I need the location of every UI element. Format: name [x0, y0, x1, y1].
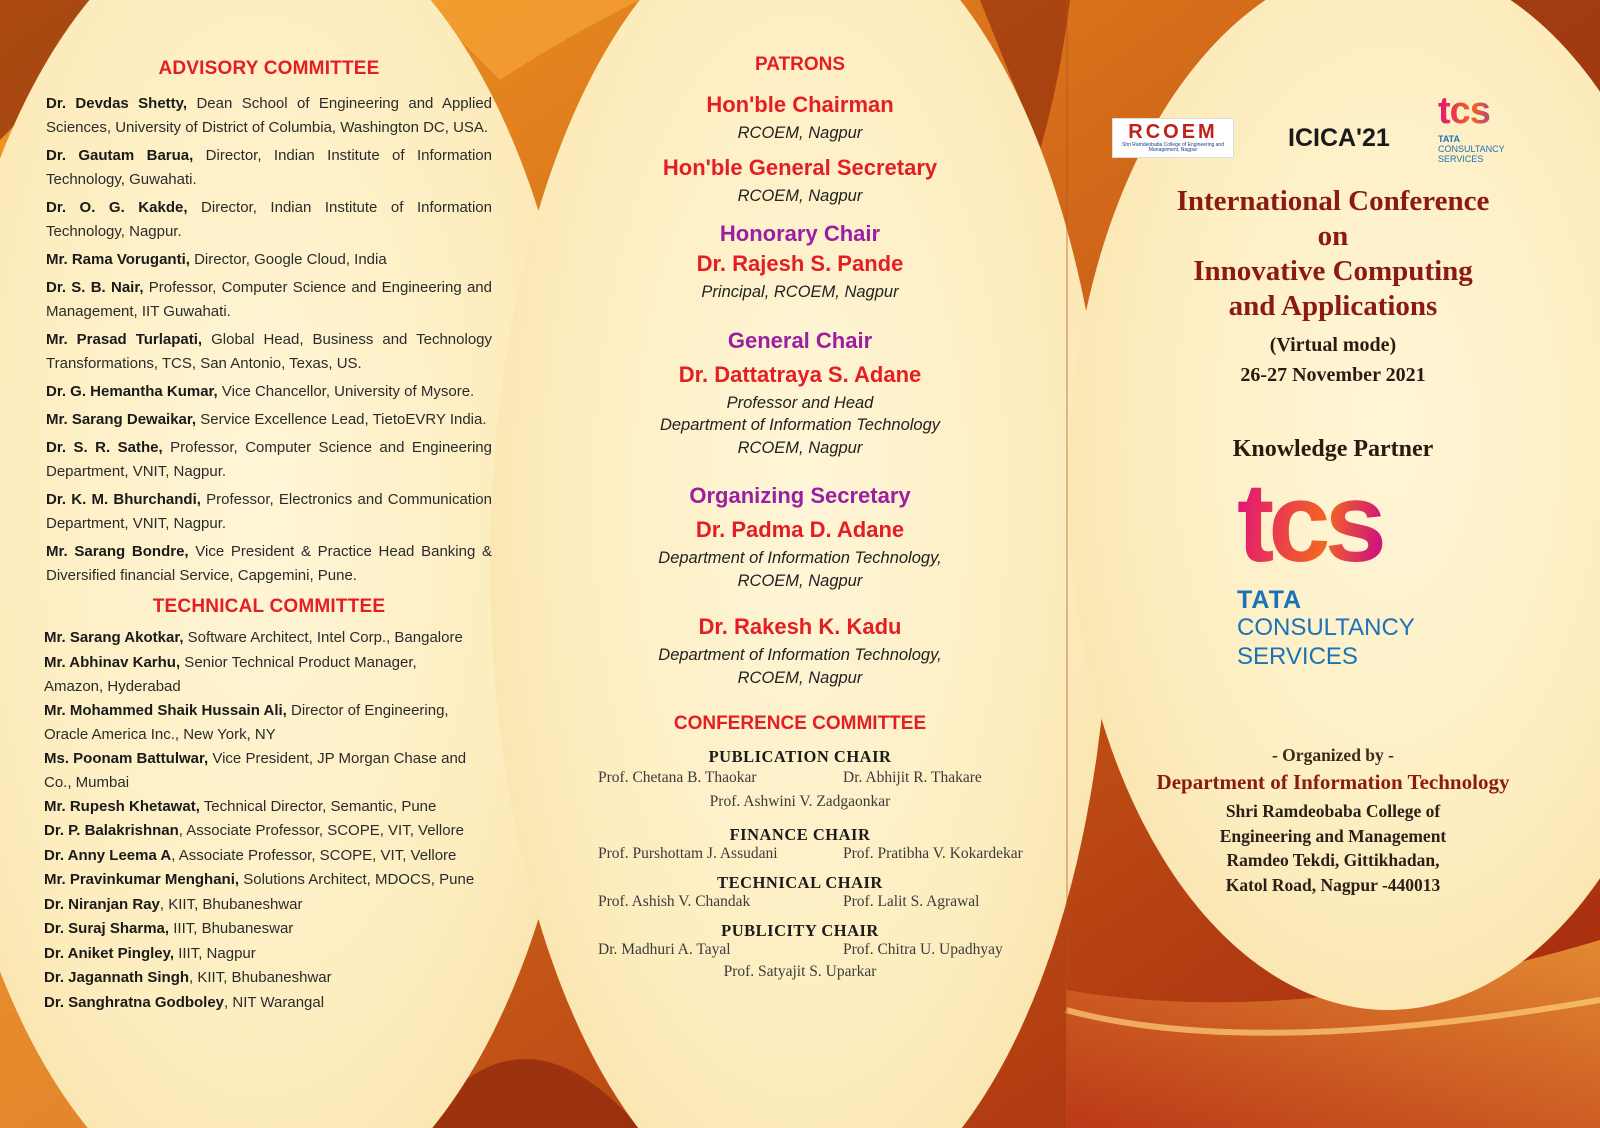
title-line2: on	[1317, 220, 1349, 252]
organizer-address	[1066, 799, 1600, 897]
technical-chair-title: TECHNICAL CHAIR	[717, 873, 883, 892]
member-desc: Dean School of Engineering and Applied Sciences, University of District of Columbia, Washington DC, USA.	[46, 95, 492, 136]
address-line2: Engineering and Management	[1219, 825, 1447, 846]
general-desc2: Department of Information Technology	[659, 416, 941, 434]
event-code: ICICA'21	[1288, 124, 1390, 152]
member-desc: , KIIT, Bhubaneshwar	[189, 969, 332, 986]
member-name: Mr. Prasad Turlapati,	[46, 331, 203, 348]
technical-member	[44, 795, 492, 820]
technical-chair-member: Prof. Lalit S. Agrawal	[843, 893, 980, 910]
member-name: Mr. Rama Voruganti,	[46, 251, 190, 268]
technical-member	[44, 966, 492, 991]
member-desc: Director, Google Cloud, India	[189, 251, 387, 268]
member-name: Dr. Jagannath Singh	[44, 969, 190, 986]
orgsec-desc2: RCOEM, Nagpur	[737, 571, 863, 590]
tcs-line1: TATA	[1237, 586, 1303, 614]
orgsec-name: Dr. Padma D. Adane	[695, 517, 905, 542]
advisory-member	[46, 488, 492, 536]
patrons-title: PATRONS	[754, 54, 846, 75]
organized-by-label: - Organized by -	[1271, 745, 1394, 765]
technical-member	[44, 942, 492, 967]
member-desc: Solutions Architect, MDOCS, Pune	[239, 871, 475, 888]
rcoem-logo-text: RCOEM	[1128, 121, 1218, 143]
member-desc: Vice Chancellor, University of Mysore.	[217, 383, 475, 400]
member-name: Ms. Poonam Battulwar,	[44, 749, 209, 767]
advisory-member	[46, 408, 492, 432]
technical-member	[44, 819, 492, 844]
member-desc: Director of Engineering, Oracle America Inc., New York, NY	[44, 701, 449, 743]
publication-chair-member: Prof. Ashwini V. Zadgaonkar	[709, 793, 891, 810]
member-desc: , KIIT, Bhubaneshwar	[159, 895, 303, 913]
publication-chair-title: PUBLICATION CHAIR	[708, 747, 892, 766]
advisory-member	[46, 276, 492, 324]
rcoem-logo-subtext: Shri Ramdeobaba College of Engineering and Management, Nagpur	[1121, 142, 1224, 153]
advisory-member	[46, 248, 492, 272]
rcoem-logo	[1112, 118, 1234, 158]
title-line4: and Applications	[1228, 290, 1438, 322]
advisory-member	[46, 92, 492, 140]
tcs-line2: CONSULTANCY	[1237, 614, 1415, 641]
publicity-chair-member: Dr. Madhuri A. Tayal	[598, 941, 731, 958]
technical-member	[44, 626, 492, 651]
member-name: Dr. Devdas Shetty,	[46, 95, 188, 112]
publication-chair-row	[560, 769, 1040, 787]
publication-chair-member: Dr. Abhijit R. Thakare	[843, 769, 982, 786]
technical-committee-title: TECHNICAL COMMITTEE	[152, 596, 386, 617]
tcs-small-line2: CONSULTANCY	[1438, 144, 1505, 154]
advisory-member	[46, 328, 492, 376]
honorary-name: Dr. Rajesh S. Pande	[696, 251, 904, 276]
member-desc: IIIT, Nagpur	[174, 944, 256, 962]
technical-chair-row	[560, 893, 1040, 911]
member-name: Mr. Sarang Akotkar,	[44, 629, 184, 646]
technical-member	[44, 991, 492, 1016]
advisory-committee-title: ADVISORY COMMITTEE	[158, 58, 380, 79]
member-name: Dr. K. M. Bhurchandi,	[46, 491, 201, 508]
conference-dates: 26-27 November 2021	[1240, 364, 1426, 386]
kadu-desc2: RCOEM, Nagpur	[737, 668, 863, 687]
title-line1: International Conference	[1176, 185, 1490, 217]
kadu-name: Dr. Rakesh K. Kadu	[698, 614, 902, 639]
member-name: Dr. Aniket Pingley,	[44, 944, 175, 962]
address-line3: Ramdeo Tekdi, Gittikhadan,	[1226, 850, 1440, 870]
member-desc: , NIT Warangal	[224, 993, 325, 1011]
gensec-org: RCOEM, Nagpur	[737, 186, 863, 205]
member-desc: Director, Indian Institute of Information Technology, Nagpur.	[46, 199, 492, 240]
member-desc: IIIT, Bhubaneswar	[169, 920, 294, 937]
honorary-desc: Principal, RCOEM, Nagpur	[701, 283, 899, 301]
technical-member	[44, 844, 492, 869]
advisory-member	[46, 380, 492, 404]
member-name: Dr. S. R. Sathe,	[46, 439, 163, 456]
member-name: Mr. Mohammed Shaik Hussain Ali,	[44, 701, 287, 719]
advisory-member	[46, 196, 492, 244]
member-desc: Director, Indian Institute of Information Technology, Guwahati.	[46, 147, 492, 188]
technical-member	[44, 868, 492, 893]
tcs-small-logo	[1438, 90, 1505, 164]
tcs-small-line1: TATA	[1438, 134, 1460, 144]
chairman-org: RCOEM, Nagpur	[737, 124, 863, 142]
member-desc: Professor, Computer Science and Engineering and Management, IIT Guwahati.	[46, 279, 492, 320]
logo-row	[1066, 88, 1600, 180]
member-desc: Senior Technical Product Manager, Amazon, Hyderabad	[44, 653, 417, 695]
publicity-chair-title: PUBLICITY CHAIR	[721, 921, 879, 940]
member-name: Dr. Gautam Barua,	[46, 147, 194, 164]
address-line1: Shri Ramdeobaba College of	[1225, 801, 1441, 821]
cover-panel	[1066, 88, 1600, 897]
publicity-chair-member: Prof. Satyajit S. Uparkar	[723, 963, 877, 980]
orgsec-desc1: Department of Information Technology,	[658, 549, 942, 567]
member-desc: Service Excellence Lead, TietoEVRY India.	[196, 411, 487, 428]
member-name: Dr. Sanghratna Godboley	[44, 993, 225, 1011]
member-name: Dr. S. B. Nair,	[46, 279, 144, 296]
technical-member	[44, 893, 492, 918]
chairman-role: Hon'ble Chairman	[706, 92, 894, 117]
member-name: Mr. Pravinkumar Menghani,	[44, 871, 240, 888]
gensec-role: Hon'ble General Secretary	[662, 154, 938, 180]
finance-chair-member: Prof. Purshottam J. Assudani	[598, 845, 778, 862]
member-desc: Professor, Electronics and Communication Department, VNIT, Nagpur.	[46, 491, 492, 532]
member-name: Mr. Sarang Dewaikar,	[46, 411, 197, 428]
finance-chair-title: FINANCE CHAIR	[729, 825, 871, 844]
left-panel	[46, 58, 492, 1015]
tcs-logo	[1229, 460, 1437, 671]
general-desc3: RCOEM, Nagpur	[737, 438, 863, 457]
general-role: General Chair	[727, 327, 873, 353]
advisory-member	[46, 540, 492, 588]
member-name: Dr. P. Balakrishnan	[44, 822, 179, 839]
publication-chair-member: Prof. Chetana B. Thaokar	[598, 769, 757, 786]
technical-member	[44, 699, 474, 747]
knowledge-partner-label: Knowledge Partner	[1232, 436, 1434, 462]
general-desc1: Professor and Head	[726, 393, 874, 412]
title-line3: Innovative Computing	[1193, 255, 1473, 287]
publicity-chair-row	[560, 963, 1040, 981]
member-name: Dr. Suraj Sharma,	[44, 920, 170, 937]
general-name: Dr. Dattatraya S. Adane	[678, 361, 922, 387]
member-name: Dr. O. G. Kakde,	[46, 199, 188, 216]
tcs-small-wordmark: tcs	[1438, 94, 1505, 128]
orgsec-role: Organizing Secretary	[689, 483, 911, 508]
member-desc: Global Head, Business and Technology Transformations, TCS, San Antonio, Texas, US.	[46, 331, 493, 372]
publication-chair-row	[560, 793, 1040, 811]
address-line4: Katol Road, Nagpur -440013	[1225, 874, 1441, 895]
member-name: Mr. Rupesh Khetawat,	[44, 797, 200, 815]
tcs-wordmark: tcs	[1237, 473, 1437, 573]
tcs-line3: SERVICES	[1237, 643, 1358, 670]
finance-chair-row	[560, 845, 1040, 863]
member-name: Mr. Abhinav Karhu,	[44, 653, 181, 671]
advisory-member	[46, 144, 492, 192]
conference-committee-title: CONFERENCE COMMITTEE	[673, 713, 927, 734]
member-name: Dr. G. Hemantha Kumar,	[46, 383, 218, 400]
member-name: Dr. Anny Leema A	[44, 846, 172, 864]
member-desc: Software Architect, Intel Corp., Bangalore	[183, 629, 463, 646]
tcs-small-line3: SERVICES	[1438, 154, 1484, 164]
advisory-member	[46, 436, 492, 484]
member-desc: Professor, Computer Science and Engineering Department, VNIT, Nagpur.	[46, 439, 492, 480]
honorary-role: Honorary Chair	[719, 221, 881, 246]
member-desc: Technical Director, Semantic, Pune	[199, 797, 437, 815]
advisory-list	[46, 92, 492, 588]
member-desc: Vice President & Practice Head Banking & Diversified financial Service, Capgemini, Pune.	[46, 543, 492, 584]
publicity-chair-member: Prof. Chitra U. Upadhyay	[843, 941, 1003, 958]
member-desc: , Associate Professor, SCOPE, VIT, Vellore	[178, 822, 464, 839]
member-desc: , Associate Professor, SCOPE, VIT, Vellore	[171, 846, 457, 864]
organizing-department: Department of Information Technology	[1156, 770, 1510, 794]
technical-member	[44, 747, 484, 795]
technical-list	[46, 626, 492, 1015]
finance-chair-member: Prof. Pratibha V. Kokardekar	[843, 845, 1023, 862]
technical-member	[44, 651, 444, 699]
middle-panel	[560, 54, 1040, 981]
publicity-chair-row	[560, 941, 1040, 959]
member-desc: Vice President, JP Morgan Chase and Co., Mumbai	[44, 749, 467, 791]
kadu-desc1: Department of Information Technology,	[658, 646, 942, 664]
technical-member	[44, 917, 492, 942]
technical-chair-member: Prof. Ashish V. Chandak	[598, 893, 751, 910]
member-name: Dr. Niranjan Ray	[44, 895, 160, 913]
conference-title	[1066, 184, 1600, 324]
conference-mode: (Virtual mode)	[1269, 334, 1397, 356]
member-name: Mr. Sarang Bondre,	[46, 543, 189, 560]
